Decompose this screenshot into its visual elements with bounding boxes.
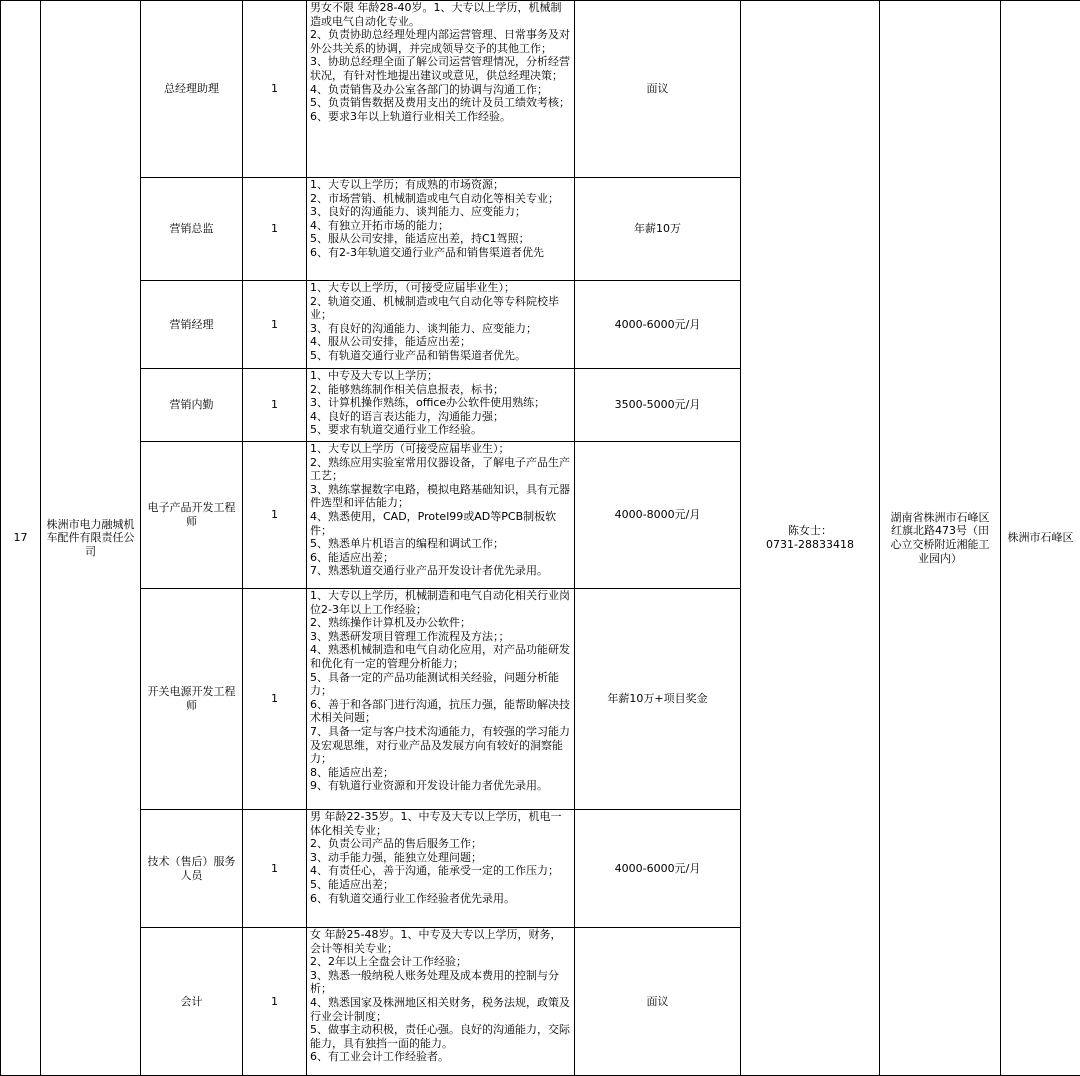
company-name: 株洲市电力融城机车配件有限责任公司 bbox=[41, 1, 141, 1076]
position-salary: 年薪10万 bbox=[575, 178, 741, 281]
position-count: 1 bbox=[243, 589, 307, 810]
position-count: 1 bbox=[243, 178, 307, 281]
position-title: 营销总监 bbox=[141, 178, 243, 281]
work-address: 湖南省株洲市石峰区红旗北路473号（田心立交桥附近湘能工业园内） bbox=[880, 1, 1001, 1076]
table-row bbox=[1, 1, 1080, 178]
position-salary: 面议 bbox=[575, 1, 741, 178]
position-count: 1 bbox=[243, 369, 307, 442]
position-count: 1 bbox=[243, 442, 307, 589]
position-requirements: 男 年龄22-35岁。1、中专及大专以上学历，机电一体化相关专业； 2、负责公司产品的售后服务工作； 3、动手能力强，能独立处理问题； 4、有责任心，善于沟通，能承受一定的工作压力； 5、能适应出差； 6、有轨道交通行业工作经验者优先录用。 bbox=[307, 810, 575, 928]
position-salary: 年薪10万+项目奖金 bbox=[575, 589, 741, 810]
position-salary: 4000-6000元/月 bbox=[575, 810, 741, 928]
position-requirements: 1、中专及大专以上学历； 2、能够熟练制作相关信息报表，标书； 3、计算机操作熟练，office办公软件使用熟练； 4、良好的语言表达能力，沟通能力强； 5、要求有轨道交通行业工作经验。 bbox=[307, 369, 575, 442]
position-title: 营销内勤 bbox=[141, 369, 243, 442]
position-title: 电子产品开发工程师 bbox=[141, 442, 243, 589]
position-requirements: 男女不限 年龄28-40岁。1、大专以上学历，机械制造或电气自动化专业。 2、负责协助总经理处理内部运营管理、日常事务及对外公共关系的协调，并完成领导交予的其他工作； 3、协助总经理全面了解公司运营管理情况，分析经营状况，有针对性地提出建议或意见，供总经理决策； 4、负责销售及办公室各部门的协调与沟通工作； 5、负责销售数据及费用支出的统计及员工绩效考核； 6、要求3年以上轨道行业相关工作经验。 bbox=[307, 1, 575, 178]
position-title: 总经理助理 bbox=[141, 1, 243, 178]
contact-person: 陈女士： 0731-28833418 bbox=[741, 1, 880, 1076]
position-count: 1 bbox=[243, 1, 307, 178]
position-count: 1 bbox=[243, 928, 307, 1076]
position-requirements: 1、大专以上学历，（可接受应届毕业生）； 2、轨道交通、机械制造或电气自动化等专科院校毕业； 3、有良好的沟通能力、谈判能力、应变能力； 4、服从公司安排，能适应出差； 5、有轨道交通行业产品和销售渠道者优先。 bbox=[307, 281, 575, 369]
row-index: 17 bbox=[1, 1, 41, 1076]
position-salary: 4000-6000元/月 bbox=[575, 281, 741, 369]
position-title: 技术（售后）服务人员 bbox=[141, 810, 243, 928]
position-title: 开关电源开发工程师 bbox=[141, 589, 243, 810]
position-requirements: 1、大专以上学历（可接受应届毕业生）； 2、熟练应用实验室常用仪器设备，了解电子产品生产工艺； 3、熟练掌握数字电路，模拟电路基础知识，具有元器件选型和评估能力； 4、熟悉使用，CAD，Protel99或AD等PCB制板软件； 5、熟悉单片机语言的编程和调试工作； 6、能适应出差； 7、熟悉轨道交通行业产品开发设计者优先录用。 bbox=[307, 442, 575, 589]
position-title: 营销经理 bbox=[141, 281, 243, 369]
position-requirements: 1、大专以上学历；有成熟的市场资源； 2、市场营销、机械制造或电气自动化等相关专业； 3、良好的沟通能力、谈判能力、应变能力； 4、有独立开拓市场的能力； 5、服从公司安排，能适应出差，持C1驾照； 6、有2-3年轨道交通行业产品和销售渠道者优先 bbox=[307, 178, 575, 281]
position-salary: 4000-8000元/月 bbox=[575, 442, 741, 589]
position-salary: 面议 bbox=[575, 928, 741, 1076]
position-count: 1 bbox=[243, 281, 307, 369]
position-requirements: 女 年龄25-48岁。1、中专及大专以上学历，财务，会计等相关专业； 2、2年以上全盘会计工作经验； 3、熟悉一般纳税人账务处理及成本费用的控制与分析； 4、熟悉国家及株洲地区相关财务，税务法规，政策及行业会计制度； 5、做事主动积极，责任心强。良好的沟通能力，交际能力，具有独挡一面的能力。 6、有工业会计工作经验者。 bbox=[307, 928, 575, 1076]
position-title: 会计 bbox=[141, 928, 243, 1076]
position-requirements: 1、大专以上学历，机械制造和电气自动化相关行业岗位2-3年以上工作经验； 2、熟练操作计算机及办公软件； 3、熟悉研发项目管理工作流程及方法；； 4、熟悉机械制造和电气自动化应用，对产品功能研发和优化有一定的管理分析能力； 5、具备一定的产品功能测试相关经验，问题分析能力； 6、善于和各部门进行沟通，抗压力强，能帮助解决技术相关问题； 7、具备一定与客户技术沟通能力，有较强的学习能力及宏观思维，对行业产品及发展方向有较好的洞察能力； 8、能适应出差； 9、有轨道行业资源和开发设计能力者优先录用。 bbox=[307, 589, 575, 810]
position-salary: 3500-5000元/月 bbox=[575, 369, 741, 442]
position-count: 1 bbox=[243, 810, 307, 928]
work-district: 株洲市石峰区 bbox=[1001, 1, 1080, 1076]
